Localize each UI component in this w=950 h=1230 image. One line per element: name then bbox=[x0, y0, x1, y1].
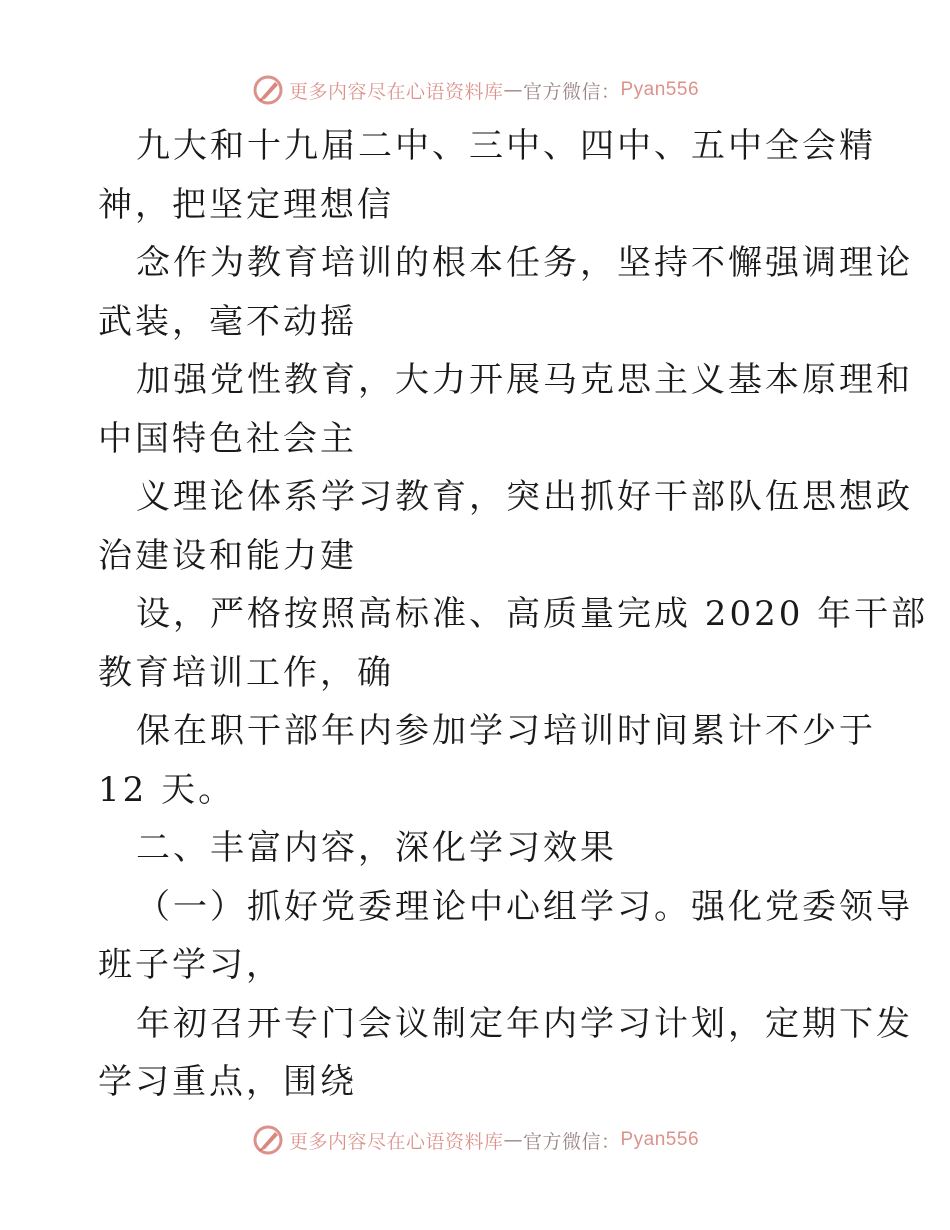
watermark-sub-text: 官方微信： bbox=[522, 80, 621, 103]
watermark-sub-text: 官方微信： bbox=[522, 1130, 621, 1153]
document-body bbox=[98, 117, 929, 1112]
text-line: 12 天。 bbox=[98, 769, 236, 810]
watermark-wechat-id: Pyan556 bbox=[620, 79, 700, 100]
pen-logo-icon bbox=[251, 73, 285, 107]
pen-logo-icon bbox=[251, 1123, 285, 1157]
text-line: 中国特色社会主 bbox=[98, 418, 357, 459]
text-line: 念作为教育培训的根本任务，坚持不懈强调理论 bbox=[136, 243, 913, 283]
header-watermark bbox=[0, 70, 950, 110]
section-heading: 二、丰富内容，深化学习效果 bbox=[136, 828, 617, 868]
text-line: 班子学习， bbox=[98, 945, 283, 985]
text-line: 保在职干部年内参加学习培训时间累计不少于 bbox=[136, 711, 876, 751]
text-line: 治建设和能力建 bbox=[98, 535, 357, 576]
watermark-dash: — bbox=[503, 1129, 523, 1151]
watermark-dash: — bbox=[503, 79, 523, 101]
text-line: 教育培训工作，确 bbox=[98, 652, 394, 693]
watermark-wechat-id: Pyan556 bbox=[620, 1129, 700, 1150]
footer-watermark bbox=[0, 1120, 950, 1160]
subsection-heading: （一）抓好党委理论中心组学习。强化党委领导 bbox=[136, 886, 913, 927]
watermark-main-text: 更多内容尽在心语资料库 bbox=[288, 80, 504, 103]
text-line: 九大和十九届二中、三中、四中、五中全会精 bbox=[136, 126, 876, 166]
text-line: 加强党性教育，大力开展马克思主义基本原理和 bbox=[136, 360, 913, 400]
watermark-main-text: 更多内容尽在心语资料库 bbox=[288, 1130, 504, 1153]
text-line: 义理论体系学习教育，突出抓好干部队伍思想政 bbox=[136, 477, 913, 517]
text-line: 年初召开专门会议制定年内学习计划，定期下发 bbox=[136, 1003, 913, 1044]
text-line: 学习重点，围绕 bbox=[98, 1062, 357, 1102]
text-line: 神，把坚定理想信 bbox=[98, 184, 394, 225]
text-line: 设，严格按照高标准、高质量完成 2020 年干部 bbox=[136, 594, 929, 634]
text-line: 武装，毫不动摇 bbox=[98, 301, 357, 342]
